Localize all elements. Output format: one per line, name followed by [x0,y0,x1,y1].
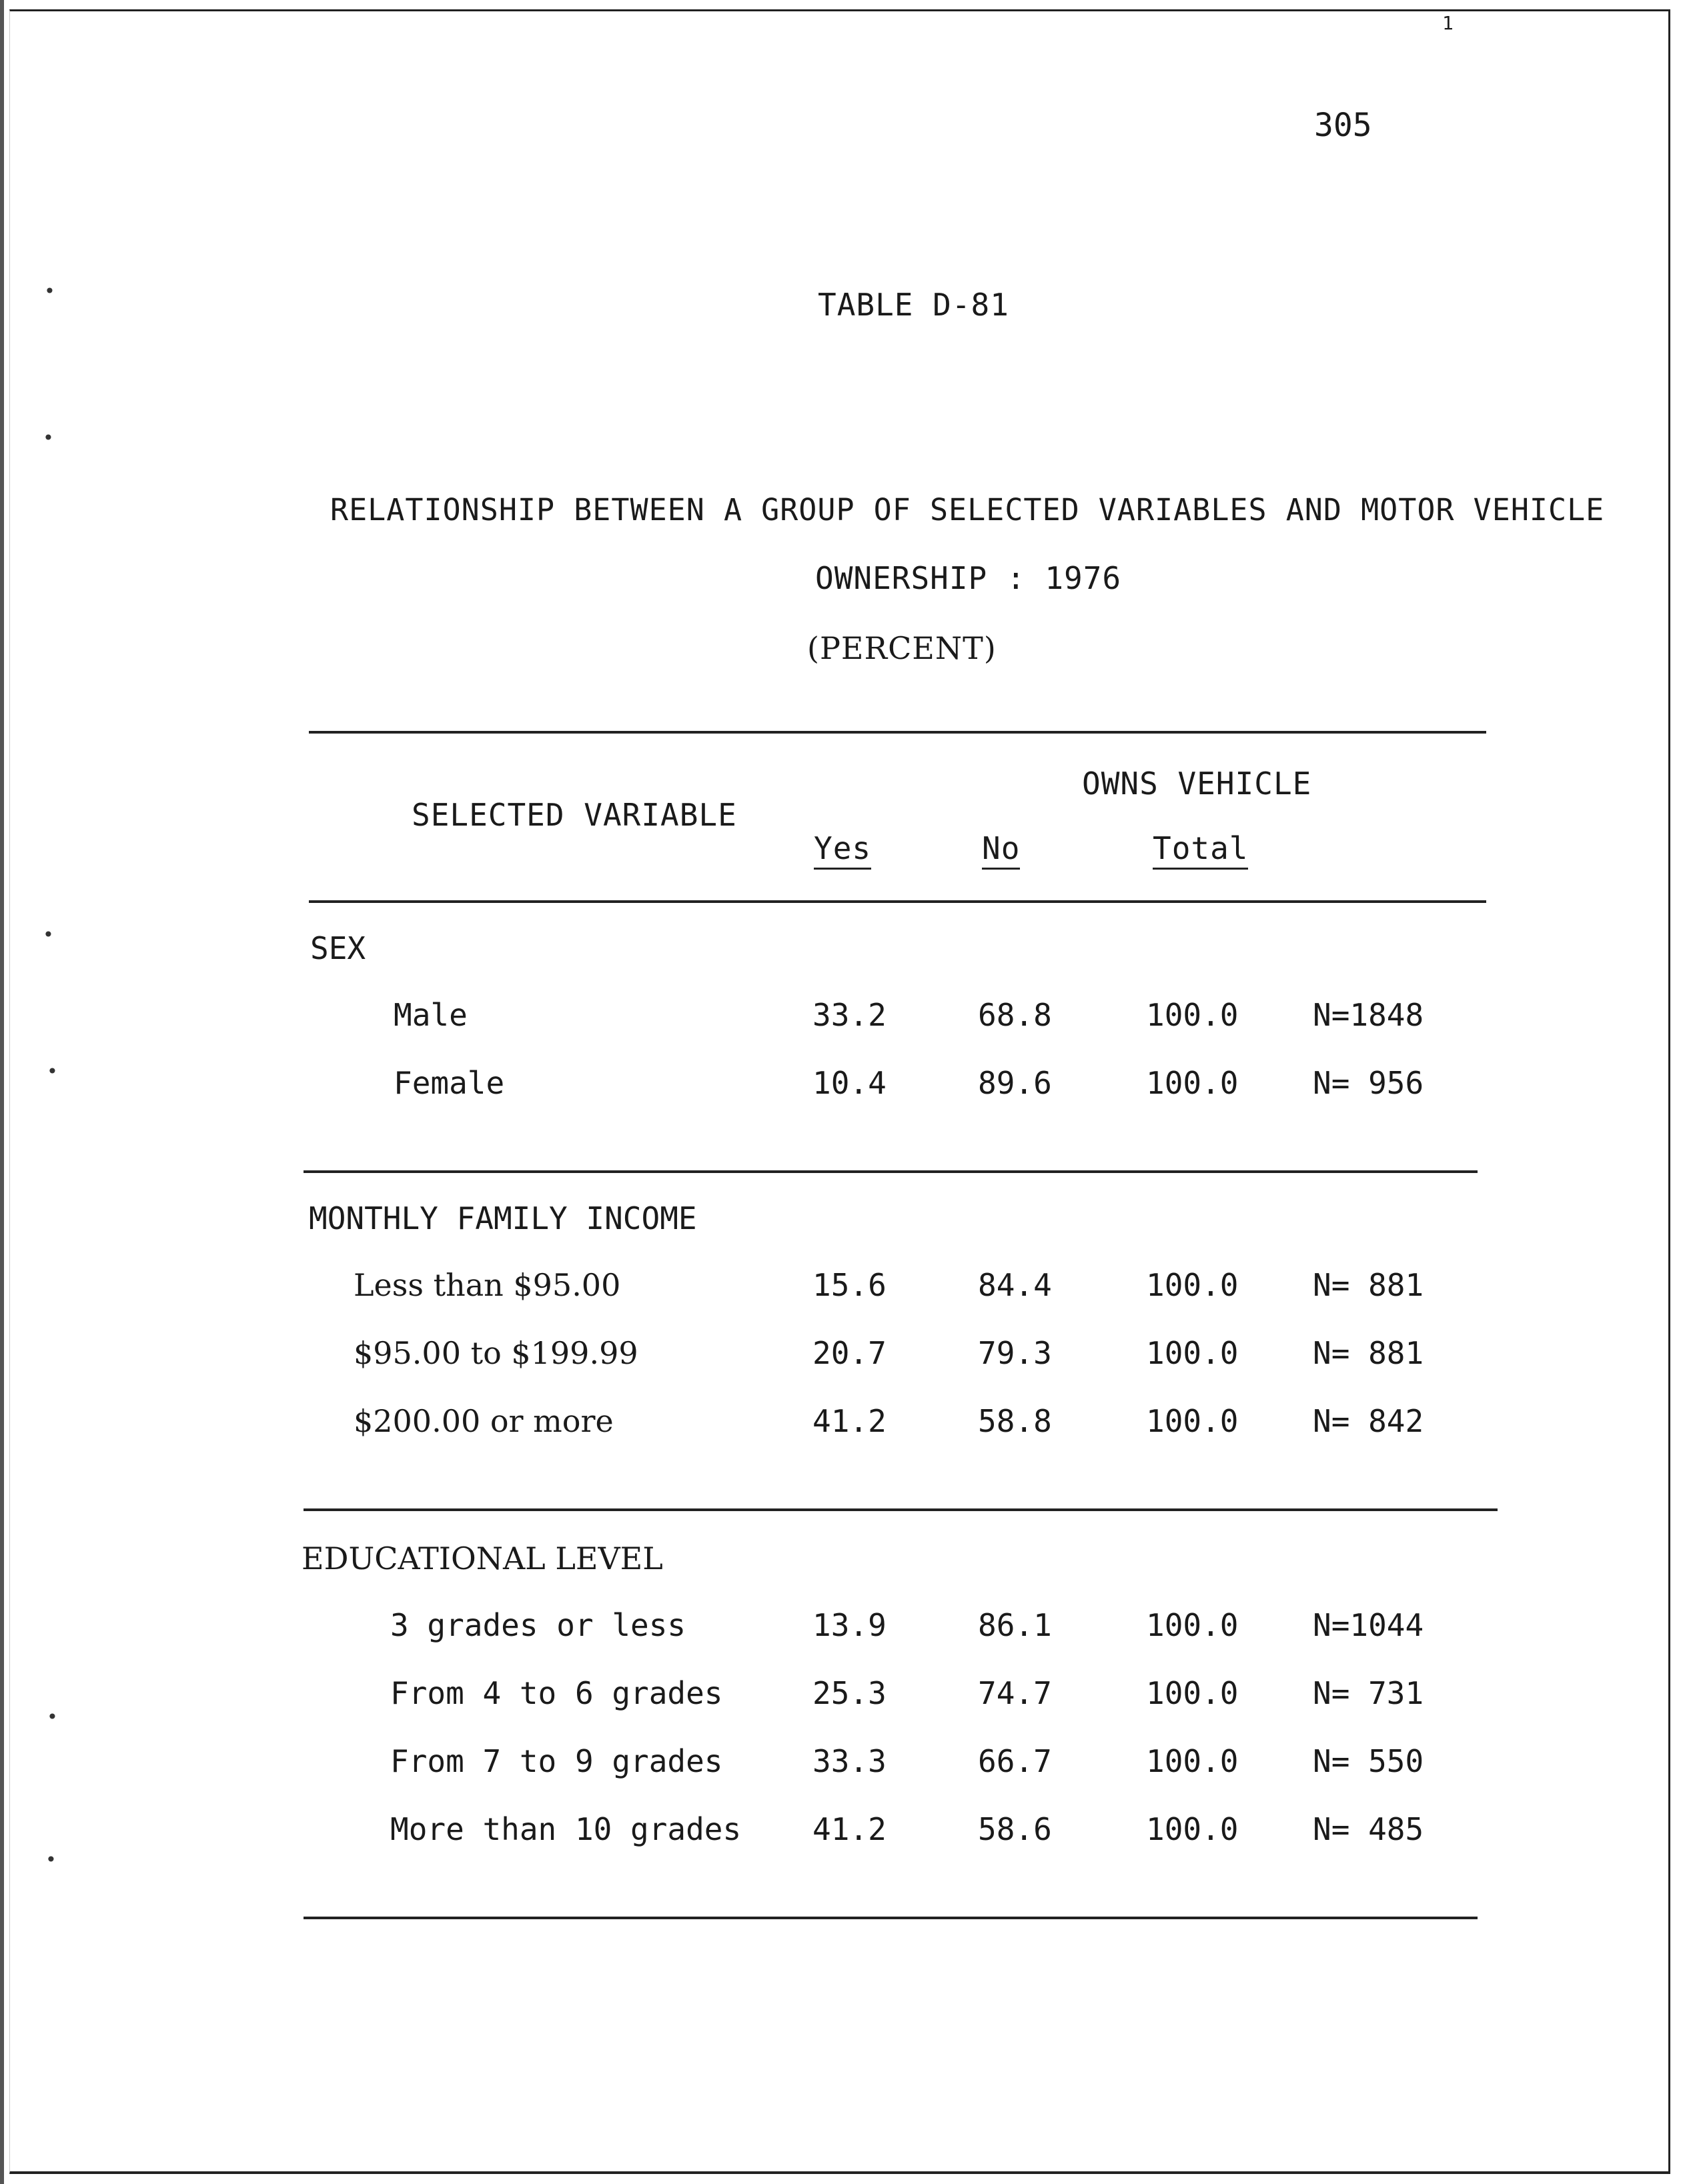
cell-n: N= 550 [1313,1743,1424,1779]
section-title: SEX [310,930,366,966]
cell-n: N= 881 [1313,1267,1424,1303]
cell-yes: 15.6 [812,1267,887,1303]
cell-yes: 10.4 [812,1065,887,1101]
cell-total: 100.0 [1146,1403,1239,1439]
cell-yes: 41.2 [812,1811,887,1847]
row-label: Female [394,1065,505,1101]
cell-yes: 13.9 [812,1607,887,1643]
cell-n: N= 731 [1313,1675,1424,1711]
cell-n: N= 485 [1313,1811,1424,1847]
cell-n: N=1044 [1313,1607,1424,1643]
section-bottom-rule [304,1508,1498,1511]
col-header-yes: Yes [814,830,871,870]
scan-speck: • [43,924,54,946]
scan-speck: • [45,1849,57,1871]
scan-speck: • [47,1060,58,1082]
cell-no: 84.4 [978,1267,1052,1303]
cell-yes: 20.7 [812,1335,887,1371]
row-label: Less than $95.00 [354,1267,621,1303]
cell-no: 66.7 [978,1743,1052,1779]
binding-edge [0,0,4,2184]
cell-n: N= 956 [1313,1065,1424,1101]
row-label: From 7 to 9 grades [390,1743,723,1779]
cell-n: N= 881 [1313,1335,1424,1371]
col-header-total: Total [1153,830,1248,870]
cell-total: 100.0 [1146,1675,1239,1711]
cell-total: 100.0 [1146,1267,1239,1303]
cell-no: 58.8 [978,1403,1052,1439]
cell-yes: 33.3 [812,1743,887,1779]
row-label: From 4 to 6 grades [390,1675,723,1711]
cell-no: 79.3 [978,1335,1052,1371]
scan-speck: • [47,1706,58,1728]
section-bottom-rule [304,1170,1478,1173]
cell-total: 100.0 [1146,1811,1239,1847]
cell-yes: 25.3 [812,1675,887,1711]
cell-yes: 33.2 [812,997,887,1033]
cell-no: 58.6 [978,1811,1052,1847]
cell-total: 100.0 [1146,1607,1239,1643]
cell-no: 89.6 [978,1065,1052,1101]
header-bottom-rule [309,900,1486,903]
cell-total: 100.0 [1146,1335,1239,1371]
table-title-line2: OWNERSHIP : 1976 [815,560,1122,596]
cell-n: N= 842 [1313,1403,1424,1439]
row-label: $200.00 or more [354,1403,614,1439]
corner-mark: 1 [1442,12,1454,34]
section-title: EDUCATIONAL LEVEL [302,1540,663,1576]
page-number: 305 [1314,107,1372,144]
cell-no: 74.7 [978,1675,1052,1711]
cell-total: 100.0 [1146,997,1239,1033]
row-label: $95.00 to $199.99 [354,1335,638,1371]
col-header-no: No [982,830,1020,870]
cell-yes: 41.2 [812,1403,887,1439]
cell-total: 100.0 [1146,1743,1239,1779]
table-title-line3: (PERCENT) [807,630,997,666]
table-top-rule [309,731,1486,734]
cell-no: 86.1 [978,1607,1052,1643]
scan-speck: • [44,280,55,302]
cell-no: 68.8 [978,997,1052,1033]
col-header-selected-variable: SELECTED VARIABLE [412,797,737,833]
section-title: MONTHLY FAMILY INCOME [309,1200,697,1236]
row-label: 3 grades or less [390,1607,686,1643]
col-header-owns-vehicle: OWNS VEHICLE [1082,766,1312,802]
section-bottom-rule [304,1917,1478,1919]
cell-n: N=1848 [1313,997,1424,1033]
row-label: Male [394,997,468,1033]
cell-total: 100.0 [1146,1065,1239,1101]
table-label: TABLE D-81 [818,287,1009,323]
row-label: More than 10 grades [390,1811,742,1847]
table-title-line1: RELATIONSHIP BETWEEN A GROUP OF SELECTED VARIABLES AND MOTOR VEHICLE [330,492,1605,527]
scan-speck: • [43,427,54,449]
